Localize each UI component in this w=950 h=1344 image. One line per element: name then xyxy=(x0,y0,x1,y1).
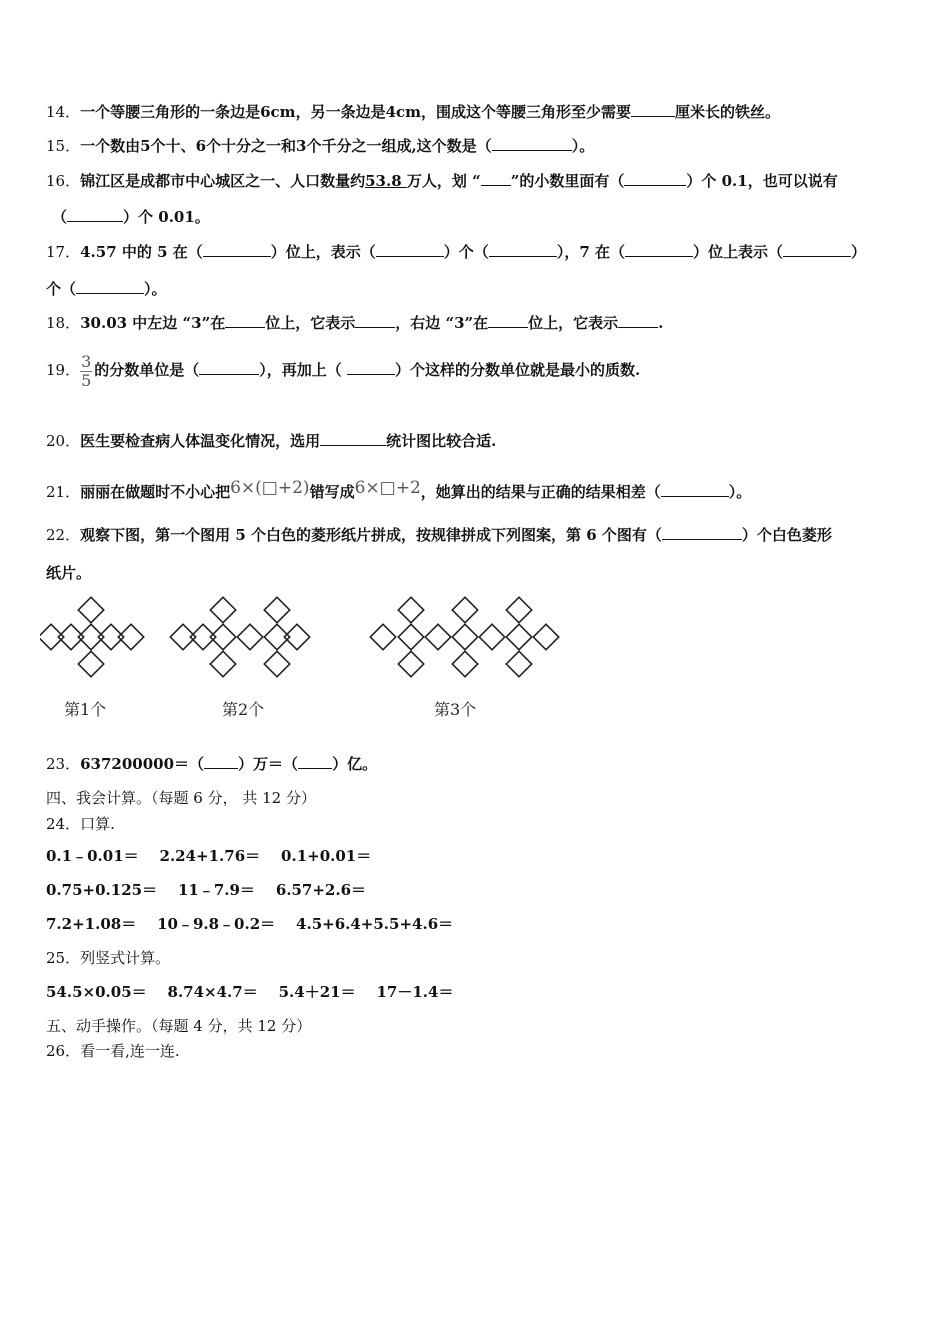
value: 7 xyxy=(579,243,595,261)
question-text: ，另一条边是 xyxy=(295,103,386,121)
question-text: 在（ xyxy=(595,243,626,261)
question-25-title: 25．列竖式计算。 xyxy=(46,949,171,967)
question-text: ）位上表示（ xyxy=(693,243,784,261)
answer-blank[interactable] xyxy=(199,360,259,375)
question-text: 个千分之一组成,这个数是（ xyxy=(306,137,492,155)
value: 5 xyxy=(140,137,151,155)
question-text: 丽丽在做题时不小心把 xyxy=(80,483,231,501)
value: 5 xyxy=(230,526,251,544)
value: 637200000 xyxy=(80,755,175,773)
question-text: ，围成这个等腰三角形至少需要 xyxy=(421,103,632,121)
question-text: ）。 xyxy=(571,137,595,155)
question-number: 14． xyxy=(46,103,81,121)
question-text: （ xyxy=(52,208,68,226)
value: 4.57 xyxy=(80,243,122,261)
question-17 xyxy=(46,242,866,262)
question-number: 18． xyxy=(46,314,81,332)
question-text: 个（ xyxy=(46,280,77,298)
answer-blank[interactable] xyxy=(783,242,851,257)
question-text: ）个 xyxy=(686,172,717,190)
mental-math-row-3: 7.2+1.08＝ 10﹣9.8﹣0.2＝ 4.5+6.4+5.5+4.6＝ xyxy=(46,915,454,933)
question-number: 15． xyxy=(46,137,81,155)
question-text: 中左边 “3”在 xyxy=(132,314,226,332)
question-text: ）亿。 xyxy=(332,755,378,773)
question-text: 锦江区是成都市中心城区之一、人口数量约 xyxy=(80,172,366,190)
math-expression: 6×(□+2) xyxy=(230,478,310,498)
answer-blank[interactable] xyxy=(618,313,658,328)
figure-2-pattern xyxy=(170,597,309,676)
math-expression: 6×□+2 xyxy=(354,478,421,498)
value: 53.8 xyxy=(365,172,407,190)
question-20 xyxy=(46,431,496,451)
question-text: 厘米长的铁丝。 xyxy=(675,103,781,121)
figure-2-label: 第2个 xyxy=(222,700,265,719)
question-text: ）。 xyxy=(144,280,167,298)
question-text: . xyxy=(658,314,664,332)
question-number: 20． xyxy=(46,432,81,450)
question-text: ）个白色菱形 xyxy=(741,526,832,544)
figure-3-label: 第3个 xyxy=(434,700,477,719)
question-16 xyxy=(46,171,838,191)
answer-blank[interactable] xyxy=(320,431,386,446)
fraction xyxy=(80,353,92,390)
question-text: ），再加上（ xyxy=(259,361,348,379)
question-text: 一个等腰三角形的一条边是 xyxy=(80,103,261,121)
question-text: ）个这样的分数单位就是最小的质数. xyxy=(395,361,641,379)
question-19 xyxy=(46,350,640,390)
figure-1-pattern xyxy=(40,597,144,676)
answer-blank[interactable] xyxy=(488,313,528,328)
answer-blank[interactable] xyxy=(225,313,265,328)
question-text: 个图有（ xyxy=(601,526,662,544)
answer-blank[interactable] xyxy=(204,754,238,769)
question-text: ，她算出的结果与正确的结果相差（ xyxy=(420,483,661,501)
question-text: 一个数由 xyxy=(80,137,141,155)
value: 3 xyxy=(296,137,307,155)
value: 6cm xyxy=(260,103,296,121)
question-text: 位上，它表示 xyxy=(265,314,356,332)
question-text: ）， xyxy=(556,243,580,261)
question-text: 观察下图，第一个图用 xyxy=(80,526,231,544)
question-text: 错写成 xyxy=(309,483,355,501)
question-text: 医生要检查病人体温变化情况，选用 xyxy=(80,432,321,450)
answer-blank[interactable] xyxy=(203,242,271,257)
question-number: 23． xyxy=(46,755,81,773)
question-number: 16． xyxy=(46,172,81,190)
answer-blank[interactable] xyxy=(631,102,675,117)
question-text: 统计图比较合适. xyxy=(386,432,497,450)
answer-blank[interactable] xyxy=(662,525,742,540)
question-17-cont xyxy=(46,279,167,299)
answer-blank[interactable] xyxy=(481,171,511,186)
question-14 xyxy=(46,102,780,122)
answer-blank[interactable] xyxy=(661,482,729,497)
question-23 xyxy=(46,754,377,774)
question-16-cont xyxy=(52,207,210,227)
question-text: 中的 xyxy=(121,243,152,261)
value: 6 xyxy=(581,526,602,544)
question-text: 个十分之一和 xyxy=(206,137,297,155)
fraction-numerator: 3 xyxy=(81,351,92,371)
mental-math-row-2: 0.75+0.125＝ 11﹣7.9＝ 6.57+2.6＝ xyxy=(46,881,367,899)
question-number: 21． xyxy=(46,483,81,501)
figure-3-pattern xyxy=(370,597,558,676)
value: 0.1 xyxy=(716,172,748,190)
value: 5 xyxy=(151,243,173,261)
answer-blank[interactable] xyxy=(624,171,686,186)
question-18 xyxy=(46,313,663,333)
question-text: 在（ xyxy=(172,243,203,261)
question-22-cont xyxy=(46,563,91,583)
section-5-title: 五、动手操作。（每题 4 分，共 12 分） xyxy=(46,1017,312,1035)
answer-blank[interactable] xyxy=(298,754,332,769)
answer-blank[interactable] xyxy=(376,242,444,257)
question-text: 位上，它表示 xyxy=(528,314,619,332)
mental-math-row-1: 0.1﹣0.01＝ 2.24+1.76＝ 0.1+0.01＝ xyxy=(46,847,372,865)
answer-blank[interactable] xyxy=(489,242,557,257)
question-text: ） xyxy=(851,243,867,261)
question-number: 22． xyxy=(46,526,81,544)
question-text: ）个 xyxy=(123,208,154,226)
value: 4cm xyxy=(385,103,422,121)
question-text: 个十、 xyxy=(150,137,196,155)
question-text: ）。 xyxy=(728,483,752,501)
value: 30.03 xyxy=(80,314,133,332)
question-text: ，右边 “3”在 xyxy=(395,314,489,332)
question-text: ，也可以说有 xyxy=(747,172,838,190)
question-text: 个白色的菱形纸片拼成，按规律拼成下列图案，第 xyxy=(251,526,582,544)
question-text: 的分数单位是（ xyxy=(94,361,200,379)
question-text: 纸片。 xyxy=(46,564,92,582)
question-26-title: 26．看一看,连一连. xyxy=(46,1042,180,1060)
question-15 xyxy=(46,136,594,156)
question-text: ＝（ xyxy=(174,755,205,773)
question-21 xyxy=(46,478,751,502)
question-text: 万人，划 “ xyxy=(406,172,481,190)
fraction-denominator: 5 xyxy=(81,370,92,390)
answer-blank[interactable] xyxy=(625,242,693,257)
question-22 xyxy=(46,525,832,545)
question-24-title: 24．口算. xyxy=(46,815,115,833)
section-4-title: 四、我会计算。（每题 6 分， 共 12 分） xyxy=(46,789,316,807)
answer-blank[interactable] xyxy=(492,136,572,151)
question-text: ）位上，表示（ xyxy=(270,243,376,261)
value: 0.01 xyxy=(153,208,195,226)
figure-1-label: 第1个 xyxy=(64,700,107,719)
question-number: 17． xyxy=(46,243,81,261)
answer-blank[interactable] xyxy=(355,313,395,328)
rhombus-pattern-figures xyxy=(40,595,580,690)
answer-blank[interactable] xyxy=(76,279,144,294)
vertical-calc-row: 54.5×0.05＝ 8.74×4.7＝ 5.4＋21＝ 17－1.4＝ xyxy=(46,983,454,1001)
answer-blank[interactable] xyxy=(67,207,123,222)
answer-blank[interactable] xyxy=(347,360,395,375)
question-text: ”的小数里面有（ xyxy=(510,172,625,190)
value: 6 xyxy=(195,137,206,155)
question-text: ）万＝（ xyxy=(238,755,299,773)
question-text: 。 xyxy=(194,208,210,226)
question-text: ）个（ xyxy=(443,243,489,261)
question-number: 19． xyxy=(46,361,81,379)
